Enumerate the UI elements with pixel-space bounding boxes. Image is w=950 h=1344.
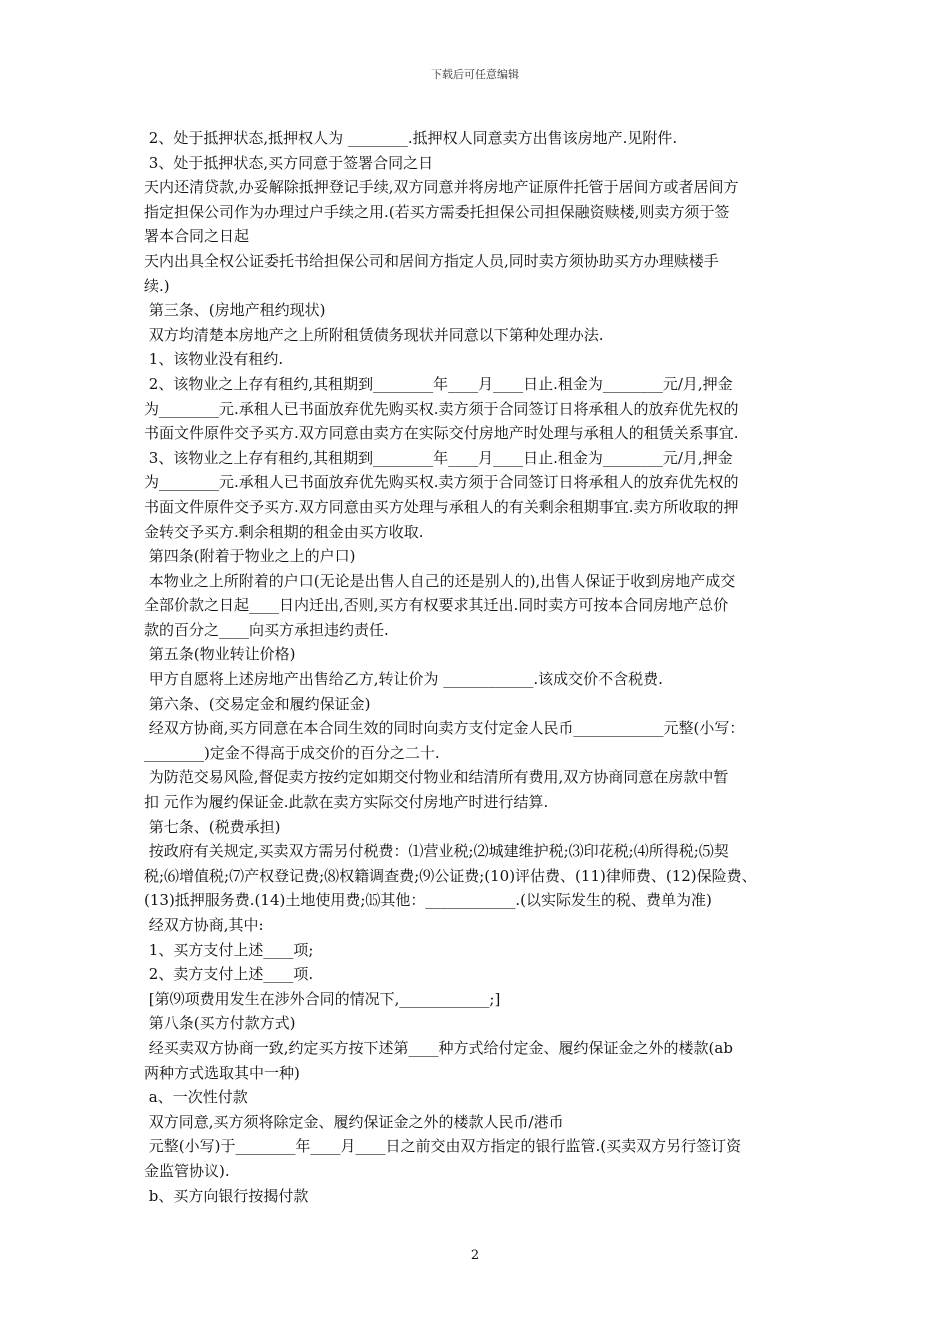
text-line: (13)抵押服务费.(14)土地使用费;⒂其他：____________.(以实际发生的税、费单为准) (144, 891, 712, 910)
text-line: 税;⑹增值税;⑺产权登记费;⑻权籍调查费;⑼公证费;(10)评估费、(11)律师费、(12)保险费、 (144, 866, 757, 885)
text-line: b、买方向银行按揭付款 (144, 1186, 309, 1205)
text-line: [第⑼项费用发生在涉外合同的情况下,____________;] (144, 989, 501, 1008)
text-line: 天内出具全权公证委托书给担保公司和居间方指定人员,同时卖方须协助买方办理赎楼手 (144, 251, 719, 270)
text-line: 甲方自愿将上述房地产出售给乙方,转让价为 ____________.该成交价不含税费. (144, 670, 663, 689)
text-line: 2、处于抵押状态,抵押权人为 ________.抵押权人同意卖方出售该房地产.见附件. (144, 129, 678, 147)
text-line: 经双方协商,其中: (144, 916, 264, 934)
text-line: 金转交予买方.剩余租期的租金由买方收取. (144, 522, 424, 541)
text-line: a、一次性付款 (144, 1088, 248, 1107)
text-line: 2、卖方支付上述____项. (144, 965, 314, 984)
text-line: 为________元.承租人已书面放弃优先购买权.卖方须于合同签订日将承租人的放弃优先权的 (144, 473, 739, 492)
text-line: 扣 元作为履约保证金.此款在卖方实际交付房地产时进行结算. (144, 793, 549, 812)
document-body (144, 126, 814, 1208)
text-line: 经买卖双方协商一致,约定买方按下述第____种方式给付定金、履约保证金之外的楼款(ab (144, 1038, 733, 1057)
text-line: 3、该物业之上存有租约,其租期到________年____月____日止.租金为________元/月,押金 (144, 448, 733, 467)
text-line: 两种方式选取其中一种) (144, 1063, 300, 1082)
text-line: 指定担保公司作为办理过户手续之用.(若买方需委托担保公司担保融资赎楼,则卖方须于签 (144, 202, 730, 221)
text-line: 为________元.承租人已书面放弃优先购买权.卖方须于合同签订日将承租人的放弃优先权的 (144, 399, 739, 418)
text-line: 全部价款之日起____日内迁出,否则,买方有权要求其迁出.同时卖方可按本合同房地产总价 (144, 596, 729, 615)
text-line: 1、买方支付上述____项; (144, 940, 314, 959)
text-line: 双方同意,买方须将除定金、履约保证金之外的楼款人民币/港币 (144, 1112, 564, 1131)
text-line: 按政府有关规定,买卖双方需另付税费：⑴营业税;⑵城建维护税;⑶印花税;⑷所得税;⑸契 (144, 842, 729, 861)
text-line: 金监管协议). (144, 1161, 230, 1180)
page-header: 下载后可任意编辑 (431, 68, 519, 81)
text-line: 2、该物业之上存有租约,其租期到________年____月____日止.租金为________元/月,押金 (144, 374, 733, 393)
text-line: ________)定金不得高于成交价的百分之二十. (144, 743, 440, 762)
text-line: 书面文件原件交予买方.双方同意由卖方在实际交付房地产时处理与承租人的租赁关系事宜. (144, 424, 739, 443)
text-line: 第七条、(税费承担) (144, 817, 281, 836)
text-line: 续.) (144, 276, 170, 295)
text-line: 1、该物业没有租约. (144, 350, 284, 369)
text-line: 书面文件原件交予买方.双方同意由买方处理与承租人的有关剩余租期事宜.卖方所收取的押 (144, 497, 739, 516)
text-line: 为防范交易风险,督促卖方按约定如期交付物业和结清所有费用,双方协商同意在房款中暂 (144, 768, 729, 787)
text-line: 第三条、(房地产租约现状) (144, 301, 326, 320)
text-line: 第五条(物业转让价格) (144, 645, 296, 664)
text-line: 天内还清贷款,办妥解除抵押登记手续,双方同意并将房地产证原件托管于居间方或者居间方 (144, 178, 739, 197)
text-line: 经双方协商,买方同意在本合同生效的同时向卖方支付定金人民币____________元整(小写： (144, 719, 745, 738)
text-line: 元整(小写)于________年____月____日之前交由双方指定的银行监管.(买卖双方另行签订资 (144, 1137, 742, 1156)
text-line: 署本合同之日起 (144, 227, 250, 246)
text-line: 3、处于抵押状态,买方同意于签署合同之日 (144, 153, 434, 172)
text-line: 双方均清楚本房地产之上所附租赁债务现状并同意以下第种处理办法. (144, 325, 604, 344)
text-line: 第四条(附着于物业之上的户口) (144, 547, 356, 566)
text-line: 本物业之上所附着的户口(无论是出售人自己的还是别人的),出售人保证于收到房地产成交 (144, 571, 736, 590)
text-line: 款的百分之____向买方承担违约责任. (144, 620, 389, 639)
page-number: 2 (470, 1248, 480, 1263)
text-line: 第六条、(交易定金和履约保证金) (144, 694, 371, 713)
text-line: 第八条(买方付款方式) (144, 1014, 296, 1033)
